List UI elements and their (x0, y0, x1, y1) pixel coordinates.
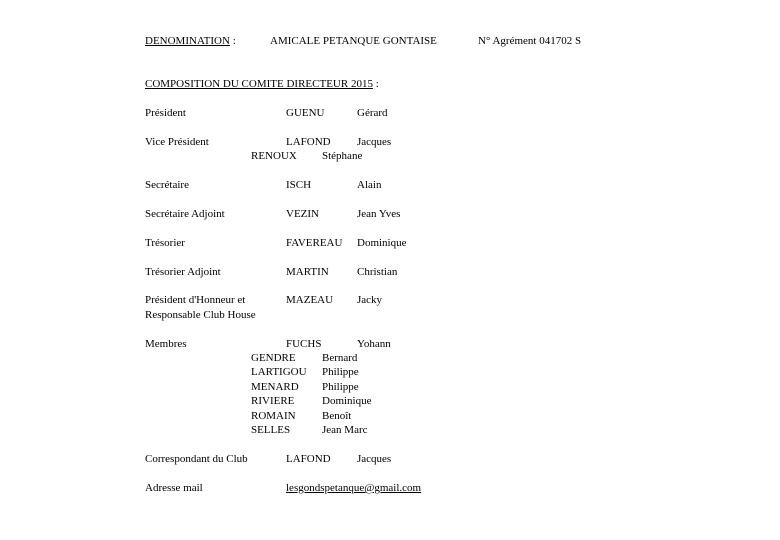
role-president-honneur-label-line1: Président d'Honneur et (145, 294, 246, 306)
member-lastname: LARTIGOU (251, 366, 307, 378)
correspondant-firstname: Jacques (357, 453, 392, 465)
secretaire-adjoint-lastname: VEZIN (286, 208, 319, 220)
secretaire-lastname: ISCH (286, 179, 312, 191)
member-firstname: Benoît (322, 410, 352, 422)
member-firstname: Bernard (322, 352, 358, 364)
president-firstname: Gérard (357, 107, 388, 119)
composition-title-text: COMPOSITION DU COMITE DIRECTEUR 2015 (145, 78, 373, 90)
member-lastname: SELLES (251, 424, 291, 436)
role-president-label: Président (145, 107, 186, 119)
tresorier-lastname: FAVEREAU (286, 237, 343, 249)
tresorier-adjoint-firstname: Christian (357, 266, 398, 278)
member-lastname: GENDRE (251, 352, 296, 364)
composition-title-suffix: : (372, 78, 379, 90)
vice-president-2-firstname: Stéphane (322, 150, 363, 162)
member-lastname: FUCHS (286, 338, 322, 350)
role-tresorier-label: Trésorier (145, 237, 185, 249)
member-lastname: RIVIERE (251, 395, 295, 407)
email-link[interactable]: lesgondspetanque@gmail.com (286, 482, 422, 494)
role-correspondant-label: Correspondant du Club (145, 453, 248, 465)
vice-president-lastname: LAFOND (286, 136, 331, 148)
role-tresorier-adjoint-label: Trésorier Adjoint (145, 266, 221, 278)
role-secretaire-adjoint-label: Secrétaire Adjoint (145, 208, 225, 220)
president-honneur-lastname: MAZEAU (286, 294, 334, 306)
agrement-number: N° Agrément 041702 S (478, 35, 582, 47)
member-firstname: Philippe (322, 381, 359, 393)
vice-president-2-lastname: RENOUX (251, 150, 297, 162)
correspondant-lastname: LAFOND (286, 453, 331, 465)
member-firstname: Philippe (322, 366, 359, 378)
vice-president-firstname: Jacques (357, 136, 392, 148)
club-name: AMICALE PETANQUE GONTAISE (270, 35, 437, 47)
composition-title (145, 77, 379, 91)
tresorier-adjoint-lastname: MARTIN (286, 266, 329, 278)
role-membres-label: Membres (145, 338, 187, 350)
denomination-separator: : (229, 35, 236, 47)
role-secretaire-label: Secrétaire (145, 179, 189, 191)
member-lastname: MENARD (251, 381, 299, 393)
secretaire-firstname: Alain (357, 179, 382, 191)
member-firstname: Yohann (357, 338, 391, 350)
member-firstname: Dominique (322, 395, 372, 407)
email-label: Adresse mail (145, 482, 203, 494)
tresorier-firstname: Dominique (357, 237, 407, 249)
role-vice-president-label: Vice Président (145, 136, 209, 148)
president-honneur-firstname: Jacky (357, 294, 383, 306)
role-president-honneur-label-line2: Responsable Club House (145, 309, 256, 321)
denomination-label-text: DENOMINATION (145, 35, 230, 47)
denomination-label (145, 34, 236, 48)
secretaire-adjoint-firstname: Jean Yves (357, 208, 401, 220)
member-firstname: Jean Marc (322, 424, 368, 436)
member-lastname: ROMAIN (251, 410, 296, 422)
president-lastname: GUENU (286, 107, 325, 119)
